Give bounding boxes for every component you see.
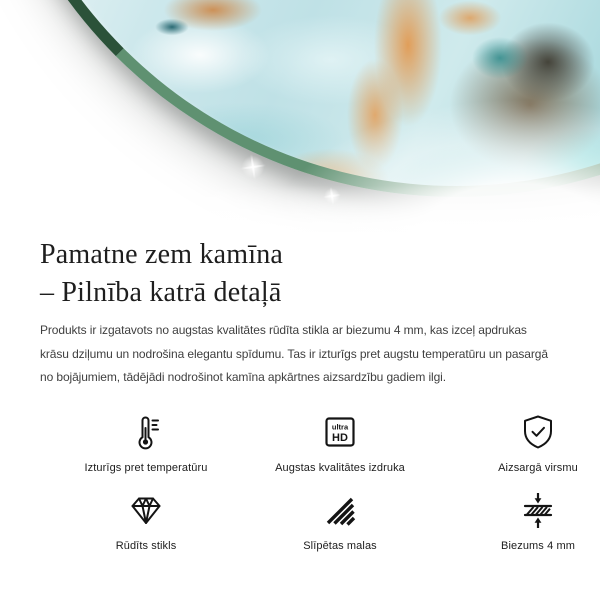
page-title-line1: Pamatne zem kamīna <box>40 239 284 270</box>
feature-temperature <box>48 410 244 474</box>
description-line: krāsu dziļumu un nodrošina elegantu spīdumu. Tas ir izturīgs pret augstu temperatūru un pasargā <box>40 346 548 361</box>
feature-protects-surface <box>436 410 600 474</box>
feature-grid <box>40 410 578 552</box>
page-title-line2: – Pilnība katrā detaļā <box>40 277 282 308</box>
feature-label: Izturīgs pret temperatūru <box>84 461 208 474</box>
feature-thickness <box>436 488 600 552</box>
feature-label: Augstas kvalitātes izdruka <box>275 461 405 474</box>
feature-ultra-hd <box>244 410 436 474</box>
diamond-icon <box>126 488 166 532</box>
svg-text:ultra: ultra <box>331 422 349 431</box>
thermometer-icon <box>126 410 166 454</box>
feature-tempered-glass <box>48 488 244 552</box>
product-description-text <box>40 319 560 390</box>
svg-text:HD: HD <box>332 431 348 444</box>
feature-label: Rūdīts stikls <box>115 539 177 552</box>
thickness-icon <box>518 488 558 532</box>
shield-check-icon <box>518 410 558 454</box>
feature-label: Slīpētas malas <box>303 539 377 552</box>
feature-label: Aizsargā virsmu <box>498 461 578 474</box>
product-hero-image <box>0 0 600 232</box>
feature-polished-edges <box>244 488 436 552</box>
feature-label: Biezums 4 mm <box>501 539 575 552</box>
ultra-hd-icon <box>320 410 360 454</box>
description-line: Produkts ir izgatavots no augstas kvalitātes rūdīta stikla ar biezumu 4 mm, kas izceļ apdrukas <box>40 323 527 337</box>
beveled-edges-icon <box>320 488 360 532</box>
product-description-section <box>0 236 600 552</box>
description-line: no bojājumiem, tādējādi nodrošinot kamīna apkārtnes aizsardzību gadiem ilgi. <box>40 370 446 384</box>
page-title <box>40 236 560 312</box>
